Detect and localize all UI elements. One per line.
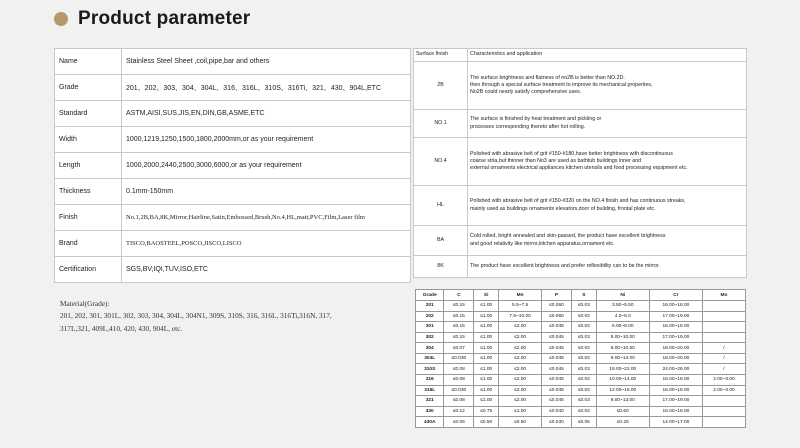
chem-grade-cell: 310S [416,364,444,375]
chem-value-cell: ≤0.15 [444,301,474,312]
chem-value-cell: ≤0.06 [444,417,474,428]
chem-value-cell: ≤2.00 [499,385,542,396]
chem-header-cell: Cr [649,290,702,301]
chem-header-cell: Ni [596,290,649,301]
chem-value-cell: ≤0.045 [542,375,572,386]
chem-value-cell: 17.00~19.00 [649,332,702,343]
parameter-table [54,48,411,283]
chem-value-cell: 17.00~19.00 [649,311,702,322]
param-value: 201、202、303、304、304L、316、316L、310S、316Ti、321、430、904L,ETC [122,75,411,101]
param-key: Length [55,153,122,179]
chem-value-cell: ≤0.060 [542,301,572,312]
surface-description-line: Polished with abrasive belt of grit #150-#180,have better brightness with discontinuous [470,150,673,157]
chem-value-cell: / [702,343,745,354]
surface-row [414,110,747,138]
chem-value-cell: ≤0.03 [571,322,596,333]
surface-finish-table [413,48,747,278]
param-row [55,75,411,101]
chem-row [416,322,746,333]
surface-finish-header-row [414,49,747,62]
chem-value-cell: / [702,364,745,375]
chem-grade-cell: 301 [416,322,444,333]
chem-row [416,364,746,375]
surface-description-line: The product have excellent brightness and prefer reflexibility can to be the mirror. [470,262,660,269]
chem-value-cell [702,311,745,322]
material-line: Material(Grade): [60,299,110,308]
chem-value-cell: 8.00~10.00 [596,332,649,343]
chem-value-cell: ≤0.045 [542,385,572,396]
chem-value-cell: ≤0.03 [571,311,596,322]
surface-description [468,138,747,186]
surface-description-line: coarse stria,but thinner than No3 are used as bathtub buildings inner and [470,157,642,164]
chem-value-cell: ≤0.045 [542,353,572,364]
chem-header-cell: Si [474,290,499,301]
chem-row [416,417,746,428]
page-title: Product parameter [78,8,251,29]
surface-description-line: The surface is finished by heat treatment and pickling or [470,116,602,123]
chem-value-cell: ≤0.08 [444,396,474,407]
chem-value-cell: ≤0.030 [542,417,572,428]
chem-value-cell: 2.00~3.00 [702,385,745,396]
surface-row [414,226,747,256]
chem-value-cell: 5.5~7.5 [499,301,542,312]
chem-value-cell: ≤0.060 [542,311,572,322]
chem-value-cell: ≤0.75 [474,406,499,417]
chem-value-cell: ≤1.00 [474,343,499,354]
chem-value-cell: ≤0.25 [596,417,649,428]
chem-row [416,332,746,343]
chem-value-cell: 10.00~14.00 [596,375,649,386]
surface-description [468,256,747,278]
surface-key: NO.4 [414,138,468,186]
chem-value-cell: ≤0.50 [474,417,499,428]
chem-value-cell: 9.00~13.00 [596,396,649,407]
chem-value-cell: 16.00~18.00 [649,375,702,386]
chem-value-cell: 24.00~26.00 [649,364,702,375]
chem-value-cell: ≤0.03 [571,301,596,312]
chem-value-cell: ≤0.030 [444,385,474,396]
param-value: SGS,BV,IQI,TUV,ISO,ETC [122,257,411,283]
chem-value-cell: ≤0.030 [444,353,474,364]
chem-value-cell: ≤0.045 [542,343,572,354]
chem-grade-cell: 304 [416,343,444,354]
chem-value-cell: 16.00~18.00 [649,406,702,417]
chemical-composition-table [415,289,746,428]
chem-value-cell [702,396,745,407]
chem-value-cell [702,322,745,333]
chem-header-cell: Mn [499,290,542,301]
chem-value-cell: ≤1.00 [474,322,499,333]
chem-value-cell: 9.00~13.00 [596,353,649,364]
chem-value-cell: ≤1.00 [474,353,499,364]
chem-value-cell: ≤1.00 [474,385,499,396]
param-row [55,101,411,127]
surface-description [468,226,747,256]
chem-value-cell: ≤0.15 [444,322,474,333]
chem-value-cell: ≤1.00 [474,311,499,322]
chem-header-cell: P [542,290,572,301]
param-row [55,205,411,231]
param-row [55,179,411,205]
chem-value-cell: ≤0.03 [571,332,596,343]
bullet-dot-icon [54,12,68,26]
param-key: Name [55,49,122,75]
chem-row [416,396,746,407]
surface-key: HL [414,186,468,226]
chem-value-cell: ≤0.03 [571,353,596,364]
chem-value-cell: ≤0.08 [444,364,474,375]
surface-description [468,62,747,110]
chem-value-cell: ≤2.00 [499,375,542,386]
param-row [55,127,411,153]
surface-row [414,256,747,278]
chem-value-cell: 17.00~19.00 [649,396,702,407]
chem-value-cell: 3.50~5.50 [596,301,649,312]
chem-grade-cell: 304L [416,353,444,364]
chem-row [416,301,746,312]
chem-value-cell: ≤0.03 [571,385,596,396]
surface-description-line: external ornaments electrical appliances kitchen utensils and food processing equipment etc. [470,165,688,172]
param-row [55,231,411,257]
chem-value-cell: ≤0.045 [542,322,572,333]
chem-value-cell: ≤2.00 [499,332,542,343]
surface-row [414,138,747,186]
surface-description-line: processes corresponding thereto after hot rolling. [470,123,586,130]
chem-value-cell: ≤0.03 [571,364,596,375]
chem-value-cell: ≤1.00 [474,396,499,407]
chem-value-cell: ≤0.045 [542,364,572,375]
chem-value-cell [702,332,745,343]
surface-key: NO.1 [414,110,468,138]
surface-key: 8K [414,256,468,278]
param-value: 0.1mm-150mm [122,179,411,205]
chem-grade-cell: 316L [416,385,444,396]
chem-value-cell: ≤0.07 [444,343,474,354]
chem-value-cell: ≤0.60 [596,406,649,417]
chem-value-cell: ≤1.00 [474,364,499,375]
chem-value-cell: 8.00~10.50 [596,343,649,354]
param-value: 1000,1219,1250,1500,1800,2000mm,or as your requirement [122,127,411,153]
chem-value-cell: ≤0.08 [444,375,474,386]
param-row [55,257,411,283]
chem-value-cell: 4.0~6.0 [596,311,649,322]
chem-value-cell: ≤2.00 [499,353,542,364]
surface-description [468,186,747,226]
chem-value-cell: ≤0.03 [571,396,596,407]
chem-value-cell: ≤0.50 [499,417,542,428]
chem-value-cell: ≤0.045 [542,396,572,407]
param-key: Certification [55,257,122,283]
chem-value-cell: 18.00~20.00 [649,353,702,364]
surface-key: 2B [414,62,468,110]
chem-row [416,375,746,386]
material-grade-text [60,298,400,335]
chem-value-cell: 2.00~3.00 [702,375,745,386]
chem-value-cell: ≤2.00 [499,396,542,407]
surface-row [414,62,747,110]
surface-description-line: No2B could nearly satisfy comprehensive uses. [470,89,582,96]
chem-value-cell: ≤1.00 [499,406,542,417]
chem-row [416,406,746,417]
chem-grade-cell: 430A [416,417,444,428]
chem-grade-cell: 202 [416,311,444,322]
chem-value-cell: 12.00~15.00 [596,385,649,396]
chem-value-cell: ≤2.00 [499,322,542,333]
surface-finish-header: Surface finish [414,49,468,62]
chem-grade-cell: 316 [416,375,444,386]
chem-value-cell: ≤0.15 [444,311,474,322]
chem-value-cell [702,417,745,428]
chem-value-cell: 18.00~20.00 [649,343,702,354]
chem-value-cell: ≤1.00 [474,375,499,386]
param-key: Width [55,127,122,153]
chem-value-cell: ≤0.12 [444,406,474,417]
chem-value-cell [702,301,745,312]
surface-key: BA [414,226,468,256]
chem-header-cell: C [444,290,474,301]
chem-row [416,353,746,364]
param-key: Brand [55,231,122,257]
chem-value-cell: 19.00~22.00 [596,364,649,375]
chem-value-cell: / [702,353,745,364]
param-key: Finish [55,205,122,231]
chem-value-cell: ≤0.05 [571,417,596,428]
chem-value-cell: ≤0.040 [542,406,572,417]
chem-grade-cell: 302 [416,332,444,343]
param-row [55,49,411,75]
chem-header-cell: Grade [416,290,444,301]
chem-value-cell: ≤0.15 [444,332,474,343]
param-value: No.1,2B,BA,8K,Mirror,Hairline,Satin,Embossed,Brush,No.4,HL,matt,PVC,Film,Laser film [122,205,411,231]
param-key: Grade [55,75,122,101]
param-row [55,153,411,179]
surface-description [468,110,747,138]
param-value: 1000,2000,2440,2500,3000,6000,or as your requirement [122,153,411,179]
chem-value-cell: ≤2.00 [499,343,542,354]
surface-description-line: mainly used as buildings ornaments elevators,door of building, frontal plate etc. [470,205,656,212]
param-key: Standard [55,101,122,127]
chem-value-cell: 14.00~17.00 [649,417,702,428]
chem-grade-cell: 201 [416,301,444,312]
chem-header-cell: S [571,290,596,301]
chem-value-cell: 16.00~18.00 [649,322,702,333]
chem-grade-cell: 430 [416,406,444,417]
material-line: 201, 202, 301, 301L, 302, 303, 304, 304L, 304N1, 309S, 310S, 316, 316L, 316Ti,316N, 317, [60,311,332,321]
param-value: ASTM,AISI,SUS,JIS,EN,DIN,GB,ASME,ETC [122,101,411,127]
chem-value-cell: 16.00~18.00 [649,385,702,396]
header [54,6,250,32]
chem-value-cell: ≤2.00 [499,364,542,375]
chem-row [416,311,746,322]
chem-header-row [416,290,746,301]
chem-header-cell: Mo [702,290,745,301]
chem-value-cell: 6.00~8.00 [596,322,649,333]
surface-description-line: Polished with abrasive belt of grit #150-#320 on the NO.4 finish and has continuous streaks, [470,198,686,205]
surface-description-line: Cold rolled, bright annealed and skin-passed, the product have excellent brightness [470,233,666,240]
chem-value-cell [702,406,745,417]
param-value: TISCO,BAOSTEEL,POSCO,JISCO,LISCO [122,231,411,257]
chem-grade-cell: 321 [416,396,444,407]
characteristics-header: Characteristics and application [468,49,747,62]
chem-value-cell: 16.00~18.00 [649,301,702,312]
chem-value-cell: ≤0.045 [542,332,572,343]
surface-description-line: and good relativity like mirror,kitchen apparatus,ornament etc. [470,240,615,247]
chem-value-cell: ≤0.03 [571,406,596,417]
chem-row [416,343,746,354]
surface-row [414,186,747,226]
chem-value-cell: ≤1.00 [474,332,499,343]
surface-description-line: then through a special surface treatment to improve its mechanical properties, [470,81,653,88]
chem-value-cell: ≤0.03 [571,343,596,354]
param-value: Stainless Steel Sheet ,coil,pipe,bar and others [122,49,411,75]
material-line: 317L,321, 409L,410, 420, 430, 904L, etc. [60,323,183,333]
surface-description-line: The surface brightness and flatness of no2B is better than NO.2D. [470,74,625,81]
chem-value-cell: 7.5~10.00 [499,311,542,322]
chem-value-cell: ≤1.00 [474,301,499,312]
chem-row [416,385,746,396]
chem-value-cell: ≤0.03 [571,375,596,386]
param-key: Thickness [55,179,122,205]
